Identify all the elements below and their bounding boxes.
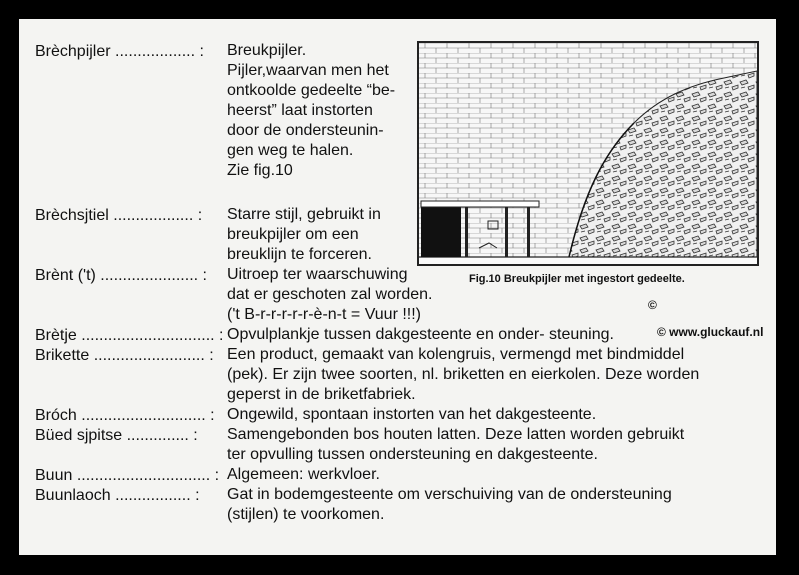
definition-line: ('t B-r-r-r-r-r-è-n-t = Vuur !!!) xyxy=(227,306,421,323)
definition-line: Uitroep ter waarschuwing xyxy=(227,266,408,283)
definition-line: Gat in bodemgesteente om verschuiving van de ondersteuning xyxy=(227,486,672,503)
definition-buun xyxy=(227,465,380,485)
term-brechsjtiel: Brèchsjtiel .................. : xyxy=(35,207,203,224)
glossary-page xyxy=(19,19,776,555)
definition-line: Breukpijler. xyxy=(227,42,307,59)
definition-line: heerst” laat instorten xyxy=(227,102,373,119)
term-buun: Buun .............................. : xyxy=(35,467,220,484)
copyright-url: © www.gluckauf.nl xyxy=(657,325,764,339)
collapsed-pillar-illustration xyxy=(419,43,757,264)
definition-brikette xyxy=(227,345,699,405)
definition-bretje xyxy=(227,325,614,345)
definition-line: Pijler,waarvan men het xyxy=(227,62,389,79)
definition-line: door de ondersteunin- xyxy=(227,122,384,139)
definition-line: ontkoolde gedeelte “be- xyxy=(227,82,396,99)
term-bued-sjpitse: Büed sjpitse .............. : xyxy=(35,427,198,444)
figure-breukpijler xyxy=(417,41,759,266)
definition-buunlaoch xyxy=(227,485,672,525)
definition-line: Zie fig.10 xyxy=(227,162,293,179)
definition-line: geperst in de briketfabriek. xyxy=(227,386,416,403)
definition-brechsjtiel xyxy=(227,205,381,265)
term-brent: Brènt ('t) ...................... : xyxy=(35,267,207,284)
definition-line: gen weg te halen. xyxy=(227,142,354,159)
figure-caption: Fig.10 Breukpijler met ingestort gedeelte. xyxy=(469,273,685,285)
definition-line: Opvulplankje tussen dakgesteente en onder- steuning. xyxy=(227,326,614,343)
term-buunlaoch: Buunlaoch ................. : xyxy=(35,487,200,504)
term-broch: Bróch ............................ : xyxy=(35,407,215,424)
definition-line: (pek). Er zijn twee soorten, nl. briketten en eierkolen. Deze worden xyxy=(227,366,700,383)
definition-line: Starre stijl, gebruikt in xyxy=(227,206,381,223)
definition-line: breuklijn te forceren. xyxy=(227,246,372,263)
term-brechpijler: Brèchpijler .................. : xyxy=(35,43,204,60)
definition-line: Samengebonden bos houten latten. Deze latten worden gebruikt xyxy=(227,426,685,443)
definition-brent xyxy=(227,265,432,325)
definition-brechpijler xyxy=(227,41,395,181)
definition-bued-sjpitse xyxy=(227,425,684,465)
definition-line: Algemeen: werkvloer. xyxy=(227,466,380,483)
definition-line: Een product, gemaakt van kolengruis, vermengd met bindmiddel xyxy=(227,346,685,363)
definition-line: dat er geschoten zal worden. xyxy=(227,286,433,303)
definition-line: Ongewild, spontaan instorten van het dakgesteente. xyxy=(227,406,597,423)
copyright-symbol: © xyxy=(648,298,657,312)
term-bretje: Brètje .............................. : xyxy=(35,327,224,344)
definition-broch xyxy=(227,405,596,425)
definition-line: breukpijler om een xyxy=(227,226,359,243)
term-brikette: Brikette ......................... : xyxy=(35,347,214,364)
definition-line: ter opvulling tussen ondersteuning en dakgesteente. xyxy=(227,446,598,463)
definition-line: (stijlen) te voorkomen. xyxy=(227,506,385,523)
